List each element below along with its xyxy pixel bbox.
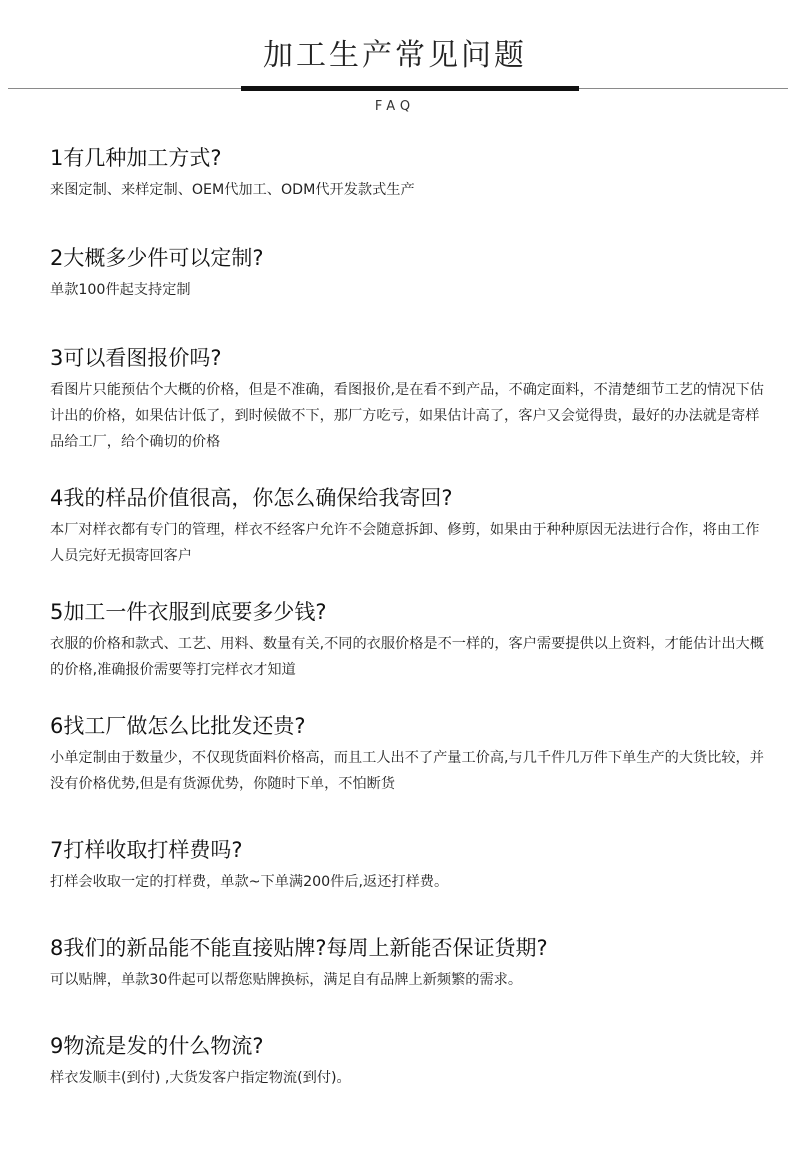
faq-question: 2大概多少件可以定制? <box>50 246 264 270</box>
faq-answer: 小单定制由于数量少，不仅现货面料价格高，而且工人出不了产量工价高,与几千件几万件下单生产的大货比较，并没有价格优势,但是有货源优势，你随时下单，不怕断货 <box>50 750 764 792</box>
header-accent-bar <box>241 86 579 91</box>
faq-answer: 衣服的价格和款式、工艺、用料、数量有关,不同的衣服价格是不一样的，客户需要提供以上资料，才能估计出大概的价格,准确报价需要等打完样衣才知道 <box>50 636 764 678</box>
faq-item-4 <box>50 483 770 569</box>
faq-item-7 <box>50 835 770 895</box>
faq-question: 7打样收取打样费吗? <box>50 838 243 862</box>
faq-item-2 <box>50 243 770 303</box>
faq-answer: 可以贴牌，单款30件起可以帮您贴牌换标，满足自有品牌上新频繁的需求。 <box>50 972 523 988</box>
faq-question: 8我们的新品能不能直接贴牌?每周上新能否保证货期? <box>50 936 548 960</box>
faq-question: 6找工厂做怎么比批发还贵? <box>50 714 306 738</box>
page-header <box>0 0 790 130</box>
faq-item-6 <box>50 711 770 797</box>
faq-item-3 <box>50 343 770 455</box>
faq-item-8 <box>50 933 770 993</box>
page-title: 加工生产常见问题 <box>263 38 527 73</box>
faq-question: 9物流是发的什么物流? <box>50 1034 264 1058</box>
faq-question: 5加工一件衣服到底要多少钱? <box>50 600 327 624</box>
faq-item-9 <box>50 1031 770 1091</box>
page-subtitle: FAQ <box>374 99 416 114</box>
faq-question: 3可以看图报价吗? <box>50 346 222 370</box>
faq-item-1 <box>50 143 770 203</box>
faq-answer: 样衣发顺丰(到付) ,大货发客户指定物流(到付)。 <box>50 1070 351 1086</box>
faq-answer: 单款100件起支持定制 <box>50 282 191 298</box>
faq-answer: 打样会收取一定的打样费，单款~下单满200件后,返还打样费。 <box>50 874 449 890</box>
faq-answer: 看图片只能预估个大概的价格，但是不准确，看图报价,是在看不到产品，不确定面料，不清楚细节工艺的情况下估计出的价格，如果估计低了，到时候做不下，那厂方吃亏，如果估计高了，客户又会觉得贵，最好的办法就是寄样品给工厂，给个确切的价格 <box>50 382 764 450</box>
faq-question: 4我的样品价值很高，你怎么确保给我寄回? <box>50 486 453 510</box>
faq-answer: 本厂对样衣都有专门的管理，样衣不经客户允许不会随意拆卸、修剪，如果由于种种原因无法进行合作，将由工作人员完好无损寄回客户 <box>50 522 760 564</box>
faq-item-5 <box>50 597 770 683</box>
faq-question: 1有几种加工方式? <box>50 146 222 170</box>
faq-answer: 来图定制、来样定制、OEM代加工、ODM代开发款式生产 <box>50 182 415 198</box>
